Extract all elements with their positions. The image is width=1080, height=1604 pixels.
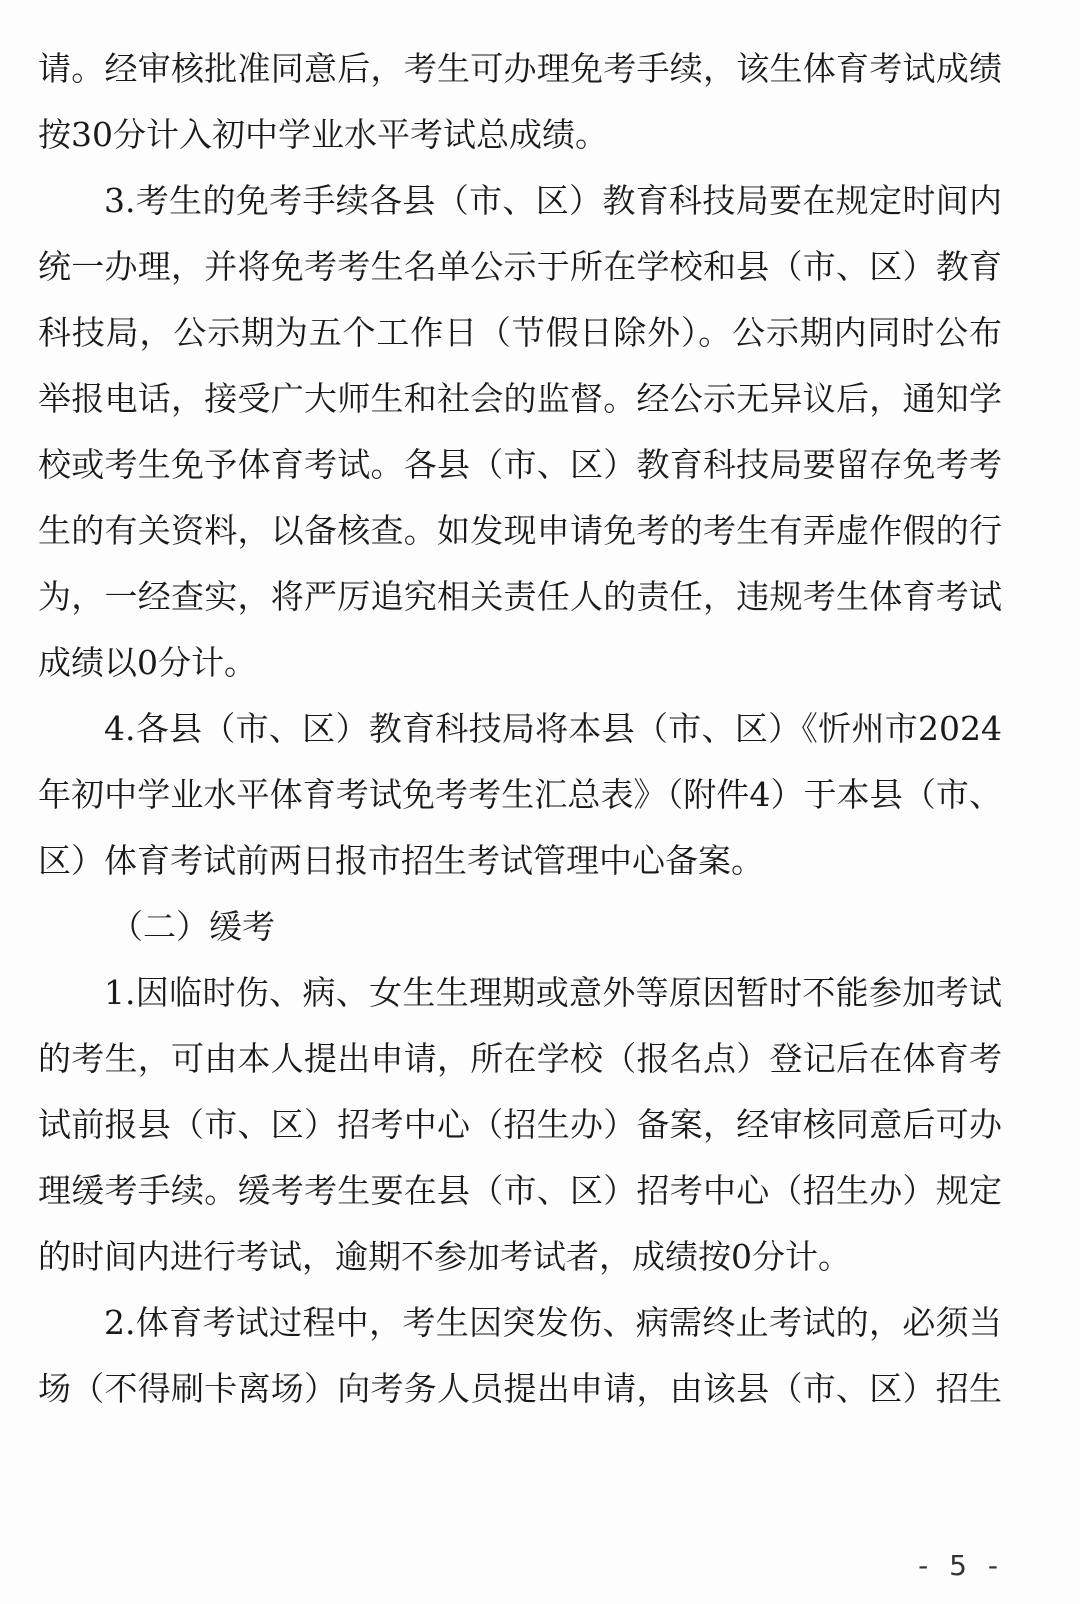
text-line: 的时间内进行考试，逾期不参加考试者，成绩按0分计。: [38, 1237, 851, 1276]
text-line: 生的有关资料，以备核查。如发现申请免考的考生有弄虚作假的行: [38, 511, 1002, 550]
text-line: 科技局，公示期为五个工作日（节假日除外）。公示期内同时公布: [38, 313, 1002, 352]
text-line: 按30分计入初中学业水平考试总成绩。: [38, 115, 608, 154]
text-line-item-4: 4.各县（市、区）教育科技局将本县（市、区）《忻州市2024: [104, 709, 1002, 748]
text-line: 请。经审核批准同意后，考生可办理免考手续，该生体育考试成绩: [38, 49, 1002, 88]
text-line: 理缓考手续。缓考考生要在县（市、区）招考中心（招生办）规定: [38, 1171, 1002, 1210]
text-line: 成绩以0分计。: [38, 643, 257, 682]
text-line: 试前报县（市、区）招考中心（招生办）备案，经审核同意后可办: [38, 1105, 1002, 1144]
page-number: - 5 -: [918, 1549, 1004, 1582]
text-line: 的考生，可由本人提出申请，所在学校（报名点）登记后在体育考: [38, 1039, 1002, 1078]
section-heading: （二）缓考: [110, 907, 275, 946]
document-body: [38, 36, 1002, 1422]
text-line: 为，一经查实，将严厉追究相关责任人的责任，违规考生体育考试: [38, 577, 1002, 616]
text-line: 年初中学业水平体育考试免考考生汇总表》（附件4）于本县（市、: [38, 775, 1002, 814]
text-line-item-3: 3.考生的免考手续各县（市、区）教育科技局要在规定时间内: [104, 181, 1002, 220]
text-line: 区）体育考试前两日报市招生考试管理中心备案。: [38, 841, 764, 880]
text-line: 举报电话，接受广大师生和社会的监督。经公示无异议后，通知学: [38, 379, 1002, 418]
text-line: 统一办理，并将免考考生名单公示于所在学校和县（市、区）教育: [38, 247, 1002, 286]
text-line: 场（不得刷卡离场）向考务人员提出申请，由该县（市、区）招生: [38, 1369, 1002, 1408]
text-line-item-1: 1.因临时伤、病、女生生理期或意外等原因暂时不能参加考试: [104, 973, 1002, 1012]
text-line-item-2: 2.体育考试过程中，考生因突发伤、病需终止考试的，必须当: [104, 1303, 1002, 1342]
text-line: 校或考生免予体育考试。各县（市、区）教育科技局要留存免考考: [38, 445, 1002, 484]
